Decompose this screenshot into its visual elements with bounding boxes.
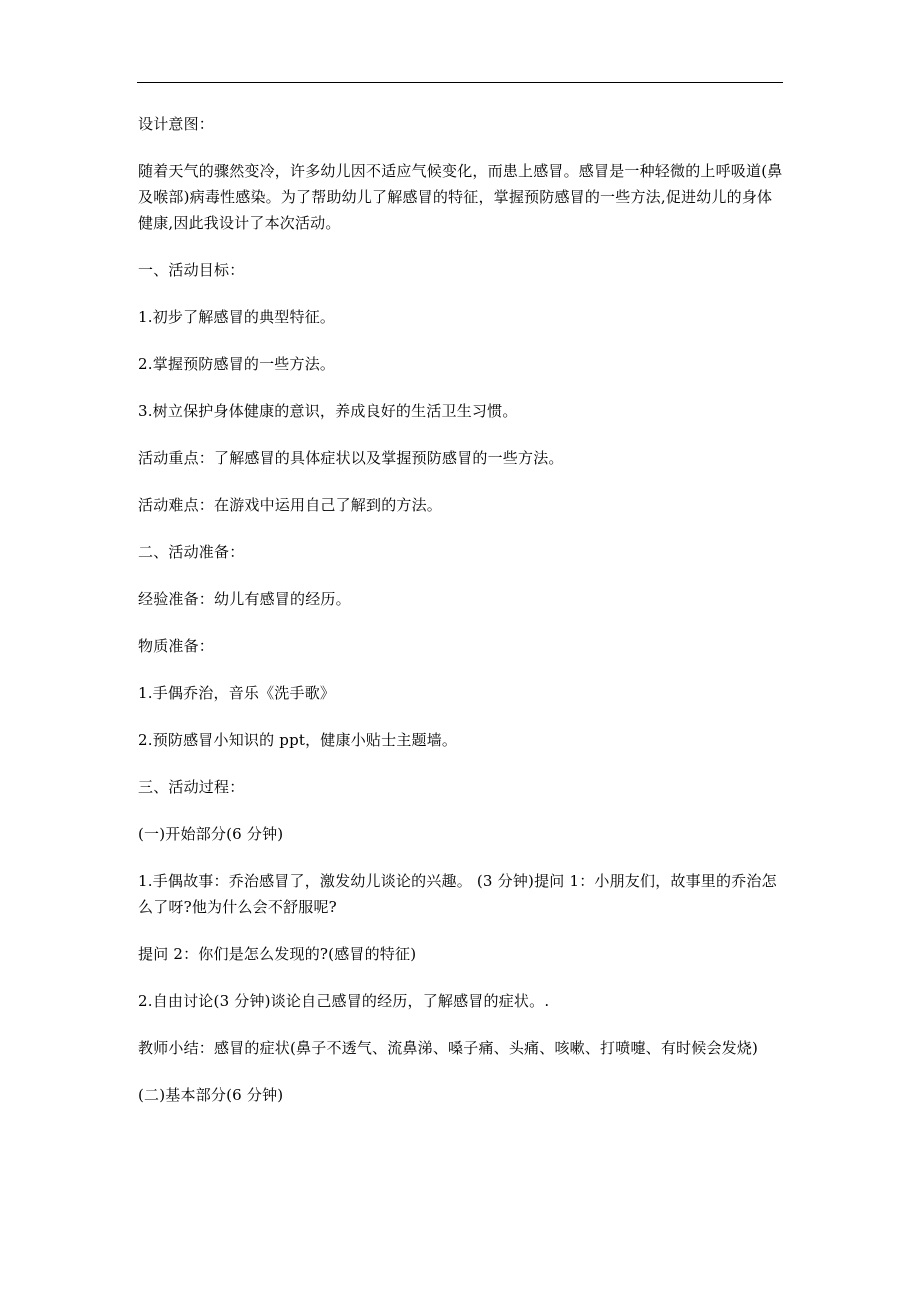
section-heading-preparation: 二、活动准备： — [138, 543, 245, 561]
material-item: 2.预防感冒小知识的 ppt，健康小贴士主题墙。 — [138, 731, 458, 749]
header-rule — [137, 82, 783, 83]
difficult-point: 活动难点：在游戏中运用自己了解到的方法。 — [138, 496, 443, 514]
experience-preparation: 经验准备：幼儿有感冒的经历。 — [138, 590, 351, 608]
goal-item: 2.掌握预防感冒的一些方法。 — [138, 355, 336, 373]
process-step: 1.手偶故事：乔治感冒了，激发幼儿谈论的兴趣。 (3 分钟)提问 1：小朋友们，故事里的乔治怎么了呀?他为什么会不舒服呢? — [138, 872, 777, 916]
section-heading-goals: 一、活动目标： — [138, 261, 245, 279]
section-heading-process: 三、活动过程： — [138, 778, 245, 796]
key-point: 活动重点：了解感冒的具体症状以及掌握预防感冒的一些方法。 — [138, 449, 564, 467]
material-item: 1.手偶乔治，音乐《洗手歌》 — [138, 684, 336, 702]
goal-item: 1.初步了解感冒的典型特征。 — [138, 308, 336, 326]
subsection-heading-basic: (二)基本部分(6 分钟) — [138, 1086, 284, 1104]
subsection-heading-opening: (一)开始部分(6 分钟) — [138, 825, 284, 843]
goal-item: 3.树立保护身体健康的意识，养成良好的生活卫生习惯。 — [138, 402, 518, 420]
document-body — [138, 111, 784, 1129]
process-step: 2.自由讨论(3 分钟)谈论自己感冒的经历，了解感冒的症状。. — [138, 992, 550, 1010]
design-intent-paragraph: 随着天气的骤然变冷，许多幼儿因不适应气候变化，而患上感冒。感冒是一种轻微的上呼吸道(鼻及喉部)病毒性感染。为了帮助幼儿了解感冒的特征，掌握预防感冒的一些方法,促进幼儿的身体健康,因此我设计了本次活动。 — [138, 162, 783, 232]
material-preparation-heading: 物质准备： — [138, 637, 215, 655]
teacher-summary: 教师小结：感冒的症状(鼻子不透气、流鼻涕、嗓子痛、头痛、咳嗽、打喷嚏、有时候会发烧) — [138, 1039, 759, 1057]
section-heading-design-intent: 设计意图： — [138, 115, 215, 133]
process-question: 提问 2：你们是怎么发现的?(感冒的特征) — [138, 945, 417, 963]
